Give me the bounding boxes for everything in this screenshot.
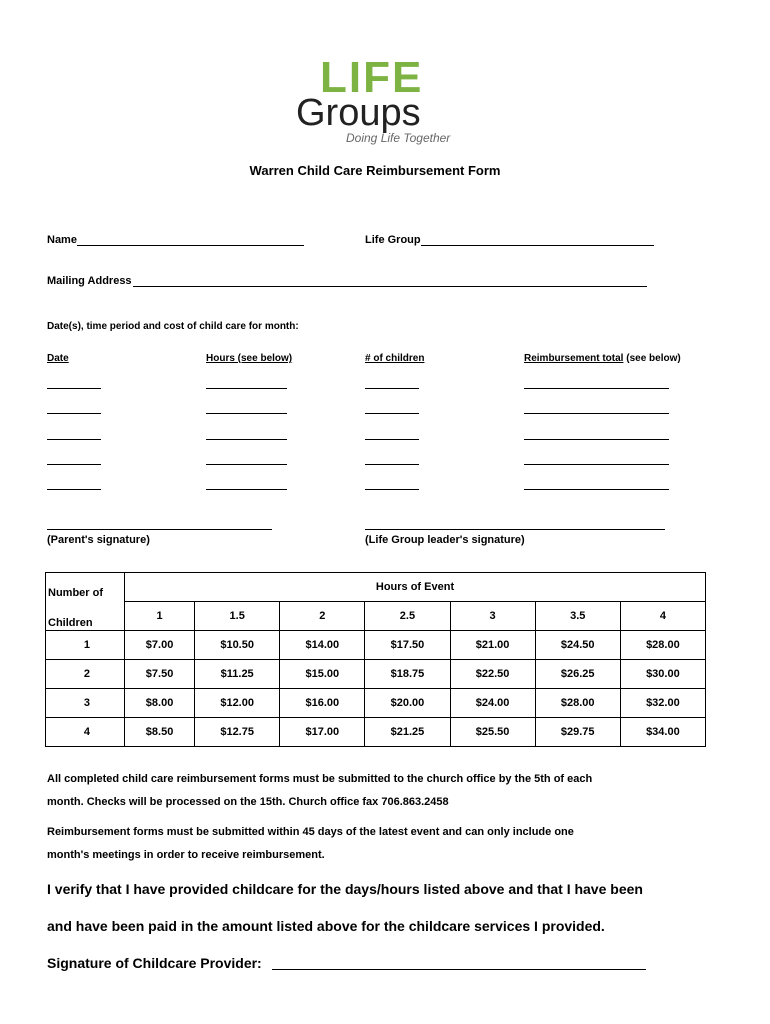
rate-cell: $26.25 — [535, 660, 620, 689]
entry-children-1[interactable] — [365, 388, 419, 389]
parent-signature-line[interactable] — [47, 529, 272, 530]
entry-date-3[interactable] — [47, 439, 101, 440]
dates-heading: Date(s), time period and cost of child care for month: — [47, 321, 299, 332]
hours-header-cell: 1.5 — [195, 602, 280, 631]
entry-date-1[interactable] — [47, 388, 101, 389]
rate-cell: $25.50 — [450, 718, 535, 747]
logo — [280, 48, 470, 148]
rate-cell: $16.00 — [280, 689, 365, 718]
entry-children-4[interactable] — [365, 464, 419, 465]
rate-cell: $28.00 — [620, 631, 705, 660]
table-row — [46, 631, 706, 660]
col-date: Date — [47, 353, 69, 364]
hours-header-cell: 3 — [450, 602, 535, 631]
hours-header-cell: 4 — [620, 602, 705, 631]
entry-date-4[interactable] — [47, 464, 101, 465]
life-group-label: Life Group — [365, 234, 421, 246]
hours-header-cell: 2.5 — [365, 602, 450, 631]
entry-date-2[interactable] — [47, 413, 101, 414]
number-of-label: Number of — [48, 587, 103, 599]
rate-cell: $10.50 — [195, 631, 280, 660]
rate-cell: $17.00 — [280, 718, 365, 747]
table-row — [46, 689, 706, 718]
mailing-address-field[interactable] — [133, 274, 647, 287]
deadline-note-line1: Reimbursement forms must be submitted within 45 days of the latest event and can only include one — [47, 826, 574, 838]
rate-cell: $12.75 — [195, 718, 280, 747]
hours-header-cell: 3.5 — [535, 602, 620, 631]
verify-line2: and have been paid in the amount listed above for the childcare services I provided. — [47, 918, 605, 934]
hours-of-event-header: Hours of Event — [125, 573, 706, 602]
col-children: # of children — [365, 353, 425, 364]
children-count-cell: 1 — [46, 631, 125, 660]
name-field[interactable] — [77, 233, 304, 246]
rate-cell: $14.00 — [280, 631, 365, 660]
children-count-cell: 4 — [46, 718, 125, 747]
submission-note-line2: month. Checks will be processed on the 15th. Church office fax 706.863.2458 — [47, 796, 449, 808]
entry-hours-3[interactable] — [206, 439, 287, 440]
rates-table — [45, 572, 706, 747]
rate-cell: $15.00 — [280, 660, 365, 689]
rate-cell: $7.00 — [125, 631, 195, 660]
parent-signature-label: (Parent's signature) — [47, 534, 150, 546]
entry-total-1[interactable] — [524, 388, 669, 389]
rate-cell: $30.00 — [620, 660, 705, 689]
logo-tagline: Doing Life Together — [346, 131, 451, 145]
mailing-address-label: Mailing Address — [47, 275, 132, 287]
entry-date-5[interactable] — [47, 489, 101, 490]
provider-signature-label: Signature of Childcare Provider: — [47, 955, 262, 971]
hours-header-cell: 1 — [125, 602, 195, 631]
rate-cell: $8.50 — [125, 718, 195, 747]
entry-total-5[interactable] — [524, 489, 669, 490]
leader-signature-line[interactable] — [365, 529, 665, 530]
rate-cell: $18.75 — [365, 660, 450, 689]
entry-children-3[interactable] — [365, 439, 419, 440]
deadline-note-line2: month's meetings in order to receive reimbursement. — [47, 849, 325, 861]
verify-line1: I verify that I have provided childcare for the days/hours listed above and that I have been — [47, 881, 643, 897]
rate-cell: $21.00 — [450, 631, 535, 660]
rate-cell: $34.00 — [620, 718, 705, 747]
hours-header-cell: 2 — [280, 602, 365, 631]
entry-hours-1[interactable] — [206, 388, 287, 389]
provider-signature-line[interactable] — [272, 969, 646, 970]
rate-cell: $12.00 — [195, 689, 280, 718]
col-reimbursement-note: (see below) — [626, 353, 681, 364]
col-hours: Hours (see below) — [206, 353, 293, 364]
rate-cell: $24.50 — [535, 631, 620, 660]
entry-total-4[interactable] — [524, 464, 669, 465]
rate-cell: $7.50 — [125, 660, 195, 689]
col-reimbursement — [524, 353, 681, 364]
children-count-cell: 2 — [46, 660, 125, 689]
entry-children-2[interactable] — [365, 413, 419, 414]
table-row — [46, 660, 706, 689]
rate-cell: $8.00 — [125, 689, 195, 718]
number-of-children-header — [46, 573, 125, 631]
rate-cell: $11.25 — [195, 660, 280, 689]
rate-cell: $22.50 — [450, 660, 535, 689]
life-group-field[interactable] — [421, 233, 654, 246]
entry-hours-2[interactable] — [206, 413, 287, 414]
entry-total-2[interactable] — [524, 413, 669, 414]
entry-hours-4[interactable] — [206, 464, 287, 465]
logo-life-text: LIFE — [320, 53, 424, 102]
children-count-cell: 3 — [46, 689, 125, 718]
rate-cell: $21.25 — [365, 718, 450, 747]
rate-cell: $29.75 — [535, 718, 620, 747]
submission-note-line1: All completed child care reimbursement forms must be submitted to the church office by the 5th of each — [47, 773, 593, 785]
children-label: Children — [48, 617, 93, 629]
leader-signature-label: (Life Group leader's signature) — [365, 534, 525, 546]
rate-cell: $28.00 — [535, 689, 620, 718]
entry-children-5[interactable] — [365, 489, 419, 490]
rate-cell: $17.50 — [365, 631, 450, 660]
col-reimbursement-label: Reimbursement total — [524, 353, 624, 364]
table-row — [46, 718, 706, 747]
entry-total-3[interactable] — [524, 439, 669, 440]
name-label: Name — [47, 234, 77, 246]
rate-cell: $32.00 — [620, 689, 705, 718]
logo-groups-text: Groups — [296, 92, 421, 134]
rate-cell: $24.00 — [450, 689, 535, 718]
entry-hours-5[interactable] — [206, 489, 287, 490]
form-title: Warren Child Care Reimbursement Form — [249, 163, 501, 178]
rate-cell: $20.00 — [365, 689, 450, 718]
